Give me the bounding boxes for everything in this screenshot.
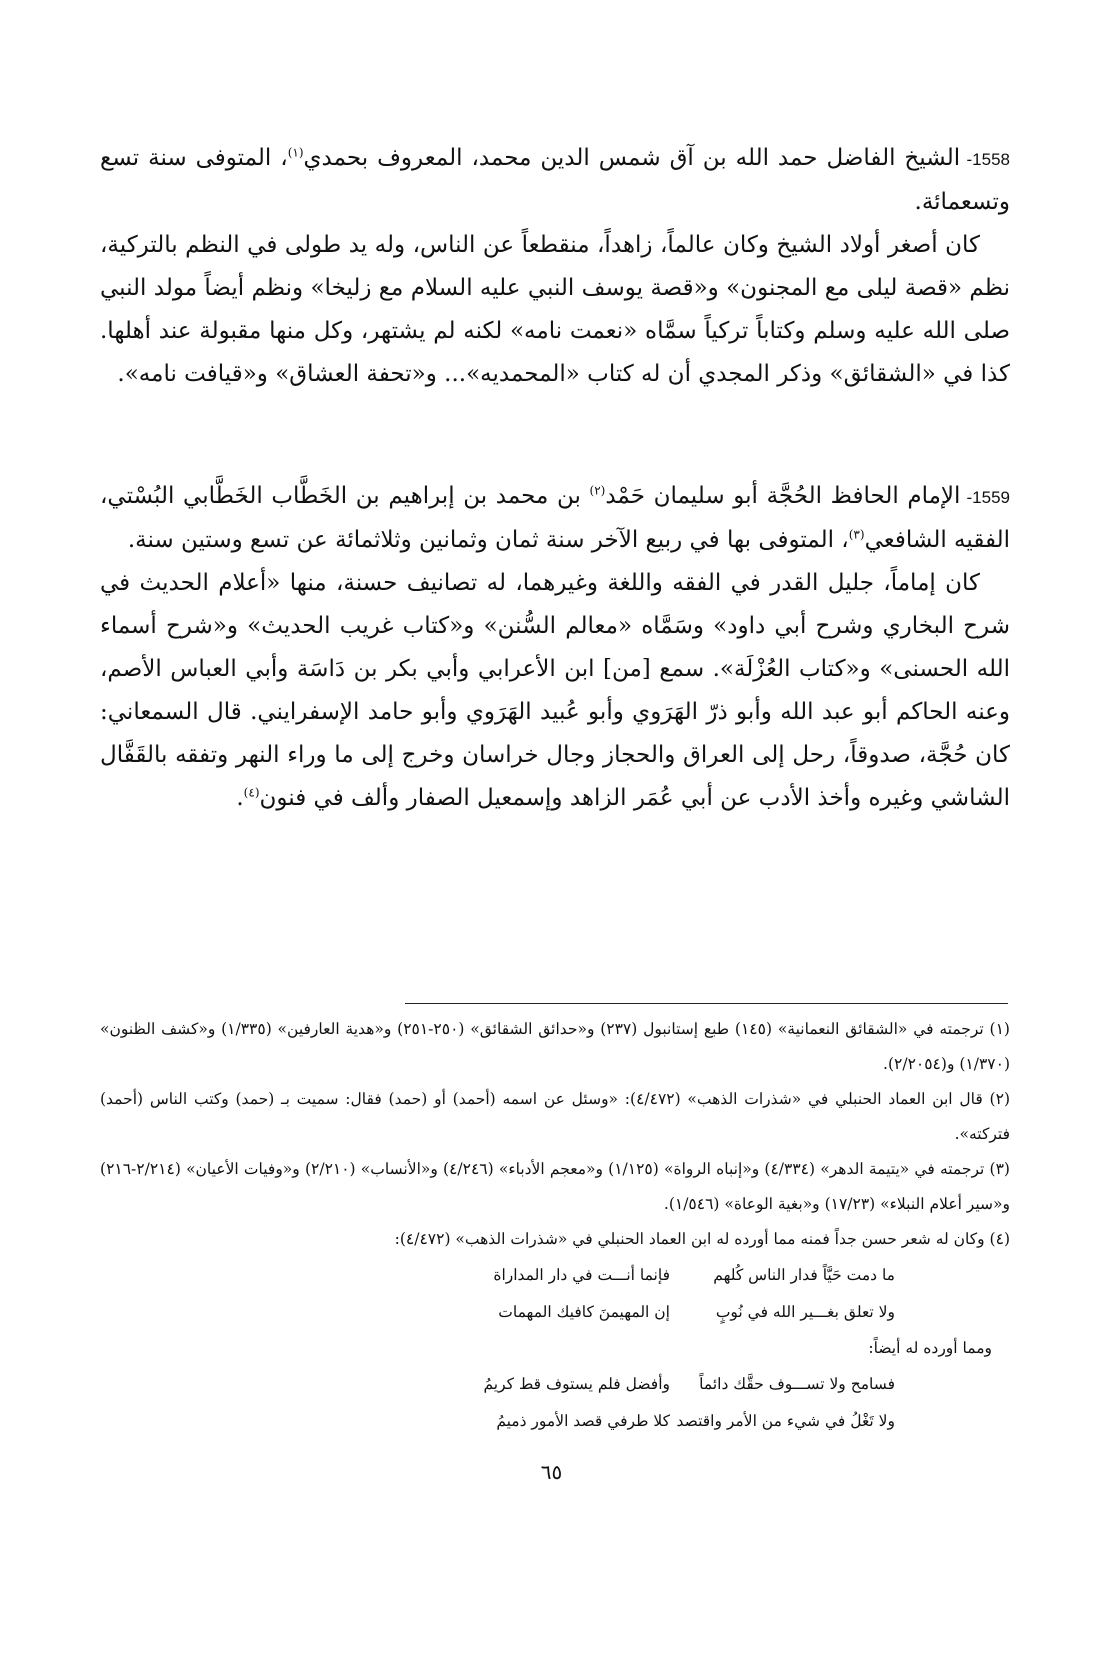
verse-line — [100, 1257, 1010, 1294]
footnote-4-cont: ومما أورده له أيضاً: — [868, 1339, 992, 1357]
footnote-2: (٢) قال ابن العماد الحنبلي في «شذرات الذهب» (٤/٤٧٢): «وسئل عن اسمه (أحمد) أو (حمد) فقال: سميت بـ (حمد) وكتب الناس (أحمد) فتركته». — [100, 1090, 1010, 1143]
verse-hemistich: فسامح ولا تســـوف حقَّك دائماً — [699, 1375, 895, 1393]
footnote-4: (٤) وكان له شعر حسن جداً فمنه مما أورده له ابن العماد الحنبلي في «شذرات الذهب» (٤/٤٧٢): — [394, 1230, 1010, 1248]
entry-heading: 1559- الإمام الحافظ الحُجَّة أبو سليمان حَمْد$^{(٢)}$ بن محمد بن إبراهيم بن الخَطَّاب الخَطَّابي البُسْتي، الفقيه الشافعي$^{(٣)}$، المتوفى بها في ربيع الآخر سنة ثمان وثمانين وثلاثمائة عن تسع وستين سنة. — [100, 483, 1010, 553]
footnote-separator — [405, 1003, 1008, 1004]
page-number: ٦٥ — [540, 1460, 563, 1484]
verse-hemistich: ما دمت حَيَّاً فدار الناس كُلهم — [713, 1266, 895, 1284]
footnote-ref[interactable]: (٤) — [243, 785, 260, 800]
verse-hemistich: وأفضل فلم يستوف قط كريمُ — [483, 1375, 670, 1393]
verse-hemistich: إن المهيمنَ كافيك المهمات — [498, 1303, 670, 1321]
entry-title-cont: ، المتوفى سنة تسع وتسعمائة. — [100, 145, 1010, 215]
entry-number: 1558 — [972, 150, 1010, 169]
entry-body: كان أصغر أولاد الشيخ وكان عالماً، زاهداً، منقطعاً عن الناس، وله يد طولى في النظم بالتركية، نظم «قصة ليلى مع المجنون» و«قصة يوسف النبي عليه السلام مع زليخا» ونظم أيضاً مولد النبي صلى الله عليه وسلم وكتاباً تركياً سمَّاه «نعمت نامه» لكنه لم يشتهر، وكل منها مقبولة عند أهلها. كذا في «الشقائق» وذكر المجدي أن له كتاب «المحمديه»... و«تحفة العشاق» و«قيافت نامه». — [100, 232, 1010, 387]
entry-1558 — [100, 137, 1010, 396]
verse-hemistich: كلا طرفي قصد الأمور ذميمُ — [496, 1412, 670, 1430]
entry-title-end: ، المتوفى بها في ربيع الآخر سنة ثمان وثمانين وثلاثمائة عن تسع وستين سنة. — [127, 527, 849, 553]
entry-heading: 1558- الشيخ الفاضل حمد الله بن آق شمس الدين محمد، المعروف بحمدي$^{(١)}$، المتوفى سنة تسع وتسعمائة. — [100, 145, 1010, 215]
entry-title-cont: بن محمد بن إبراهيم بن الخَطَّاب الخَطَّابي البُسْتي، الفقيه الشافعي — [100, 483, 1010, 553]
verse-hemistich: فإنما أنـــت في دار المداراة — [493, 1266, 670, 1284]
entry-body — [100, 562, 1010, 820]
footnote-ref[interactable]: (٢) — [589, 483, 606, 498]
entry-body-text: كان إماماً، جليل القدر في الفقه واللغة وغيرهما، له تصانيف حسنة، منها «أعلام الحديث في شرح البخاري وشرح أبي داود» وسَمَّاه «معالم السُّنن» و«كتاب غريب الحديث» و«شرح أسماء الله الحسنى» و«كتاب العُزْلَة». سمع [من] ابن الأعرابي وأبي بكر بن دَاسَة وأبي العباس الأصم، وعنه الحاكم أبو عبد الله وأبو ذرّ الهَرَوي وأبو عُبيد الهَرَوي وأبو حامد الإسفرايني. قال السمعاني: كان حُجَّة، صدوقاً، رحل إلى العراق والحجاز وجال خراسان وخرج إلى ما وراء النهر وتفقه بالقَفَّال الشاشي وغيره وأخذ الأدب عن أبي عُمَر الزاهد وإسمعيل الصفار وألف في فنون — [100, 570, 1010, 811]
entry-1559 — [100, 475, 1010, 820]
entry-title: الشيخ الفاضل حمد الله بن آق شمس الدين محمد، المعروف بحمدي — [303, 145, 961, 171]
verse-line — [100, 1294, 1010, 1331]
verse-hemistich: ولا تَغْلُ في شيء من الأمر واقتصد — [676, 1412, 895, 1430]
verse-hemistich: ولا تعلق بغـــير الله في نُوبٍ — [715, 1303, 895, 1321]
footnote-ref[interactable]: (٣) — [848, 527, 865, 542]
verse-line — [100, 1403, 1010, 1440]
entry-title: الإمام الحافظ الحُجَّة أبو سليمان حَمْد — [605, 483, 961, 509]
footnote-ref[interactable]: (١) — [287, 145, 304, 160]
footnotes — [100, 1012, 1010, 1440]
footnote-3: (٣) ترجمته في «يتيمة الدهر» (٤/٣٣٤) و«إنباه الرواة» (١/١٢٥) و«معجم الأدباء» (٤/٢٤٦) و«الأنساب» (٢/٢١٠) و«وفيات الأعيان» (٢/٢١٤-٢١٦) و«سير أعلام النبلاء» (١٧/٢٣) و«بغية الوعاة» (١/٥٤٦). — [100, 1160, 1010, 1213]
period: . — [236, 785, 244, 811]
entry-number: 1559 — [972, 488, 1010, 507]
verse-line — [100, 1366, 1010, 1403]
footnote-1: (١) ترجمته في «الشقائق النعمانية» (١٤٥) طبع إستانبول (٢٣٧) و«حدائق الشقائق» (٢٥٠-٢٥١) و«هدية العارفين» (١/٣٣٥) و«كشف الظنون» (١/٣٧٠) و(٢/٢٠٥٤). — [100, 1020, 1010, 1073]
